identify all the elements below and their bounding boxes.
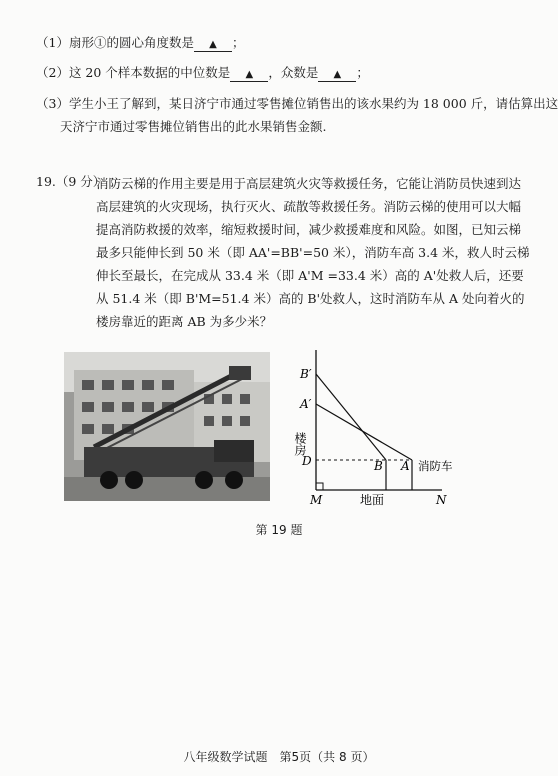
q18-part2 [36,63,369,82]
label-n: N [436,493,447,507]
q18-part1-tail: ； [231,35,245,50]
answer-blank: ▲ [318,69,356,82]
q18-part2-tail: ； [356,65,369,80]
q18-part1 [36,33,244,52]
q18-part2-text: （2）这 20 个样本数据的中位数是 [36,65,231,80]
q18-part1-text: （1）扇形①的圆心角度数是 [36,35,194,50]
label-b: B [374,459,383,473]
q19-number: 19.（9 分） [36,174,106,189]
label-building: 楼房 [293,432,307,456]
right-angle-mark [316,483,323,490]
q18-part3-line1: （3）学生小王了解到，某日济宁市通过零售摊位销售出的该水果约为 18 000 斤，请估算出这 [36,96,558,111]
answer-blank: ▲ [230,69,268,82]
q18-part3-line2: 天济宁市通过零售摊位销售出的此水果销售金额. [60,119,327,134]
label-fire-truck: 消防车 [418,459,453,473]
label-m: M [310,493,323,507]
fire-truck-illustration [64,352,270,501]
geometry-diagram [290,344,460,509]
ladder-bb [316,374,386,460]
label-d: D [302,454,312,468]
ladder-aa [316,404,412,460]
page-footer: 八年级数学试题 第5页（共 8 页） [183,750,375,764]
label-ground: 地面 [360,493,385,507]
label-a-prime: A′ [300,397,312,411]
fire-truck-photo [64,352,270,501]
label-b-prime: B′ [300,367,312,381]
figure-caption: 第 19 题 [255,523,303,537]
answer-blank: ▲ [194,39,232,52]
q19-text: 消防云梯的作用主要是用于高层建筑火灾等救援任务，它能让消防员快速到达高层建筑的火灾现场，执行灭火、疏散等救援任务。消防云梯的使用可以大幅提高消防救援的效率，缩短救援时间，减少救援难度和风险。如图，已知云梯最多只能伸长到 50 米（即 AA'=BB'=50 米），消防车高 3.4 米，救人时云梯伸长至最长，在完成从 33.4 米（即 A'M =33.4 米）高的 A'处救人后，还要从 51.4 米（即 B'M=51.4 米）高的 B'处救人，这时消防车从 A 处向着火的楼房靠近的距离 AB 为多少米？ [96,176,530,329]
q18-part2-mid: ，众数是 [268,65,319,80]
label-a: A [401,459,410,473]
